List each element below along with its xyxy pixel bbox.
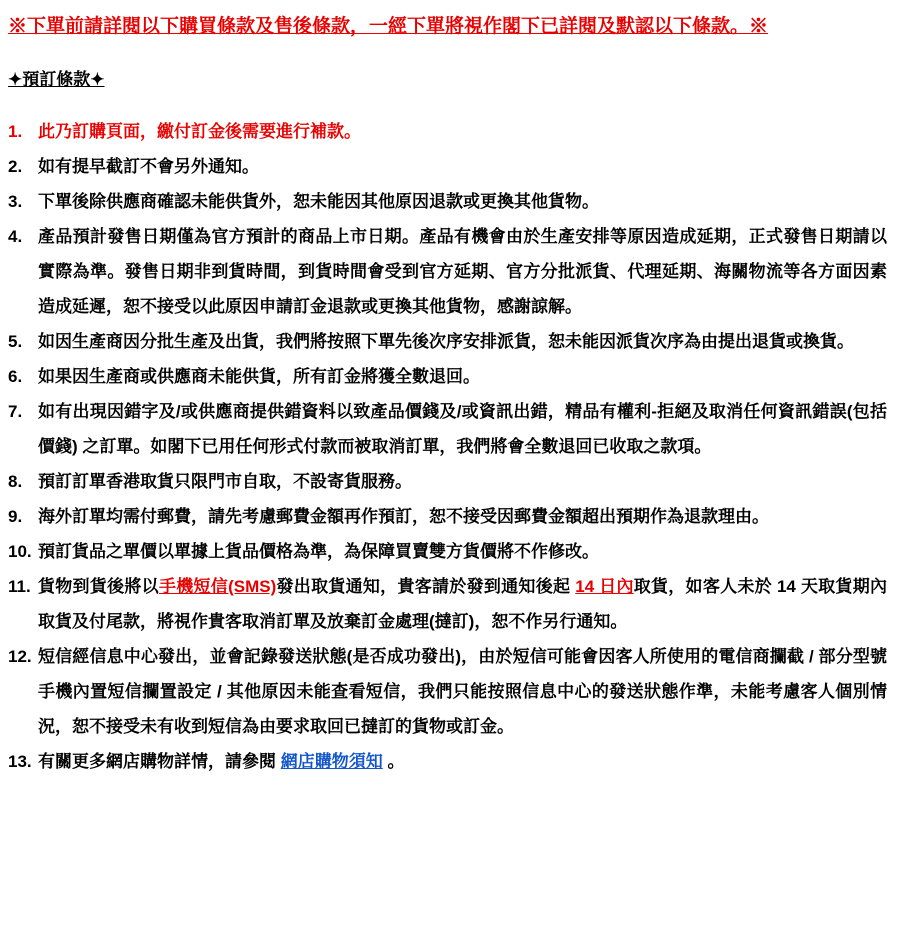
- text-segment: 如果因生產商或供應商未能供貨，所有訂金將獲全數退回。: [38, 367, 480, 386]
- pickup-deadline-highlight: 14 日內: [575, 577, 634, 596]
- text-segment: 海外訂單均需付郵費，請先考慮郵費金額再作預訂，恕不接受因郵費金額超出預期作為退款理由。: [38, 507, 769, 526]
- term-item: [8, 534, 887, 569]
- term-text: [38, 534, 887, 569]
- text-segment: 產品預計發售日期僅為官方預計的商品上市日期。產品有機會由於生產安排等原因造成延期，正式發售日期請以實際為準。發售日期非到貨時間，到貨時間會受到官方延期、官方分批派貨、代理延期、海關物流等各方面因素造成延遲，恕不接受以此原因申請訂金退款或更換其他貨物，感謝諒解。: [38, 227, 887, 316]
- text-segment: 發出取貨通知，貴客請於發到通知後起: [276, 577, 576, 596]
- terms-list: [8, 114, 887, 779]
- term-number: 5.: [8, 332, 23, 351]
- term-number: 11.: [8, 577, 31, 596]
- term-number: 6.: [8, 367, 23, 386]
- text-segment: 預訂貨品之單價以單據上貨品價格為準，為保障買賣雙方貨價將不作修改。: [38, 542, 599, 561]
- text-segment: 下單後除供應商確認未能供貨外，恕未能因其他原因退款或更換其他貨物。: [38, 192, 599, 211]
- term-number: 7.: [8, 402, 23, 421]
- term-number: 12.: [8, 647, 32, 666]
- text-segment: 如有出現因錯字及/或供應商提供錯資料以致產品價錢及/或資訊出錯，精品有權利-拒絕及取消任何資訊錯誤(包括價錢) 之訂單。如閣下已用任何形式付款而被取消訂單，我們將會全數退回已收取之款項。: [38, 402, 887, 456]
- term-text: [38, 324, 887, 359]
- text-segment: 短信經信息中心發出，並會記錄發送狀態(是否成功發出)，由於短信可能會因客人所使用的電信商攔截 / 部分型號手機內置短信攔置設定 / 其他原因未能查看短信，我們只能按照信息中心的發送狀態作準，未能考慮客人個別情況，恕不接受未有收到短信為由要求取回已撻訂的貨物或訂金。: [38, 647, 887, 736]
- term-text: [38, 639, 887, 744]
- term-item: [8, 324, 887, 359]
- term-text: [38, 184, 887, 219]
- term-text: [38, 114, 887, 149]
- term-item: [8, 639, 887, 744]
- term-item: [8, 114, 887, 149]
- term-item: [8, 744, 887, 779]
- term-item: [8, 464, 887, 499]
- term-text: [38, 394, 887, 464]
- term-item: [8, 149, 887, 184]
- term-item: [8, 359, 887, 394]
- term-text: [38, 149, 887, 184]
- term-item: [8, 219, 887, 324]
- text-segment: 此乃訂購頁面，繳付訂金後需要進行補款。: [38, 122, 361, 141]
- term-text: [38, 569, 887, 639]
- term-number: 10.: [8, 542, 32, 561]
- term-number: 4.: [8, 227, 23, 246]
- term-number: 1.: [8, 122, 23, 141]
- term-number: 9.: [8, 507, 23, 526]
- term-item: [8, 499, 887, 534]
- store-shopping-notice-link[interactable]: 網店購物須知: [280, 752, 383, 771]
- text-segment: 取貨，如客人未於 14 天取貨期內取貨及付尾款，將視作貴客取消訂單及放棄訂金處理(撻訂)，恕不作另行通知。: [38, 577, 887, 631]
- term-text: [38, 219, 887, 324]
- term-text: [38, 464, 887, 499]
- text-segment: 如因生產商因分批生產及出貨，我們將按照下單先後次序安排派貨，恕未能因派貨次序為由提出退貨或換貨。: [38, 332, 854, 351]
- sms-highlight: 手機短信(SMS): [158, 577, 277, 596]
- term-number: 8.: [8, 472, 23, 491]
- text-segment: 貨物到貨後將以: [38, 577, 159, 596]
- term-text: [38, 744, 887, 779]
- text-segment: 預訂訂單香港取貨只限門市自取，不設寄貨服務。: [38, 472, 412, 491]
- term-item: [8, 394, 887, 464]
- text-segment: 如有提早截訂不會另外通知。: [38, 157, 259, 176]
- term-item: [8, 184, 887, 219]
- term-text: [38, 499, 887, 534]
- term-number: 13.: [8, 752, 32, 771]
- term-item: [8, 569, 887, 639]
- term-number: 2.: [8, 157, 23, 176]
- section-title-preorder-terms: ✦預訂條款✦: [8, 70, 105, 89]
- term-text: [38, 359, 887, 394]
- page-title: ※下單前請詳閱以下購買條款及售後條款，一經下單將視作閣下已詳閱及默認以下條款。※: [8, 16, 769, 37]
- text-segment: 有關更多網店購物詳情，請參閱: [38, 752, 281, 771]
- text-segment: 。: [382, 752, 405, 771]
- term-number: 3.: [8, 192, 23, 211]
